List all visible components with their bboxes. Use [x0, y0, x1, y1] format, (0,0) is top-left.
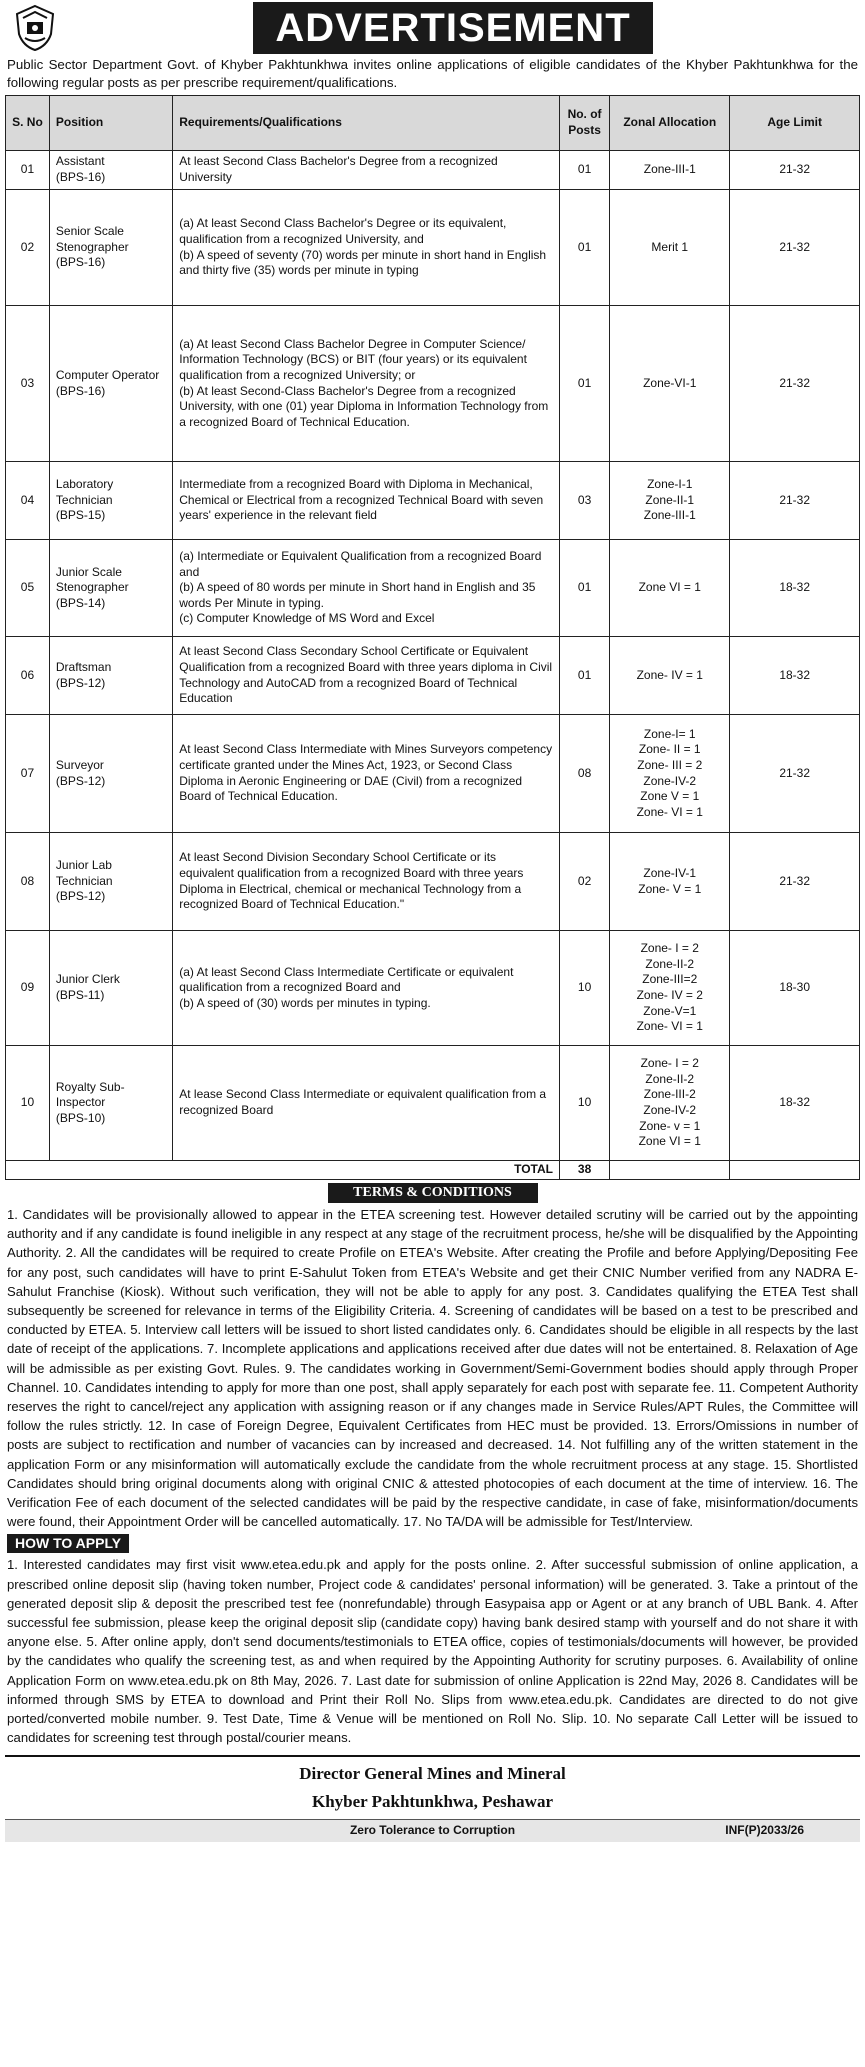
terms-text: 1. Candidates will be provisionally allowed to appear in the ETEA screening test. However detailed scrutiny will be carried out by the appointing authority and if any candidate is found ineligible in any respect at any stage of the recruitment process, he/she will be disqualified by the Appointing Authority. 2. All the candidates will be required to create Profile on ETEA's Website. After creating the Profile and before Applying/Depositing Fee for any post, such candidates will have to print E-Sahulut Token from ETEA's Website and get their CNIC Number verified from any NADRA E-Sahulut Franchise (Kiosk). Without such verification, they will not be able to apply for any post. 3. Candidates qualifying the ETEA Test shall subsequently be screened for relevance in terms of the Eligibility Criteria. 4. Screening of candidates will be based on a test to be prescribed and conducted by ETEA. 5. Interview call letters will be issued to short listed candidates only. 6. Candidates should be eligible in all respects by the last date of receipt of the applications. 7. Incomplete applications and applications received after due dates will not be entertained. 8. Relaxation of Age will be admissible as per existing Govt. Rules. 9. The candidates working in Government/Semi-Government bodies should apply through Proper Channel. 10. Candidates intending to apply for more than one post, shall apply separately for each post with separate fee. 11. Competent Authority reserves the right to cancel/reject any application with assigning reason or if any changes made in Service Rules/APT Rules, the Committee will follow the rules strictly. 12. In case of Foreign Degree, Equivalent Certificates from HEC must be provided. 13. Errors/Omissions in number of posts are subject to rectification and number of vacancies can by increased and decreased. 14. Not fulfilling any of the written statement in the application Form or any misinformation will automatically exclude the candidate from the whole recruitment process at any stage. 15. Shortlisted Candidates should bring original documents along with original CNIC & attested photocopies of each document at the time of interview. 16. The Verification Fee of each document of the selected candidates will be paid by the respective candidate, in case of fake, misinformation/documents were found, their Appointment Order will be cancelled automatically. 17. No TA/DA will be admissible for Test/Interview.	[7, 1207, 858, 1530]
table-header-row	[6, 96, 860, 151]
cell-age: 18-32	[730, 1046, 860, 1161]
table-row	[6, 462, 860, 540]
cell-age: 18-32	[730, 540, 860, 637]
cell-sno: 03	[6, 306, 50, 462]
cell-posts: 01	[559, 190, 609, 306]
how-to-apply-heading: HOW TO APPLY	[7, 1534, 129, 1553]
cell-posts: 02	[559, 833, 609, 931]
table-row	[6, 540, 860, 637]
cell-requirements: At lease Second Class Intermediate or equivalent qualification from a recognized Board	[173, 1046, 560, 1161]
col-header-sno: S. No	[6, 96, 50, 151]
cell-sno: 05	[6, 540, 50, 637]
cell-requirements: (a) Intermediate or Equivalent Qualification from a recognized Board and (b) A speed of 80 words per minute in Short hand in English and 35 words Per Minute in typing. (c) Computer Knowledge of MS Word and Excel	[173, 540, 560, 637]
cell-zone: Zone-I-1 Zone-II-1 Zone-III-1	[610, 462, 730, 540]
total-row	[6, 1161, 860, 1180]
cell-posts: 01	[559, 306, 609, 462]
cell-posts: 08	[559, 715, 609, 833]
cell-sno: 09	[6, 931, 50, 1046]
cell-age: 21-32	[730, 190, 860, 306]
cell-zone: Merit 1	[610, 190, 730, 306]
total-value: 38	[559, 1161, 609, 1180]
advertisement-title: ADVERTISEMENT	[253, 2, 653, 54]
cell-zone: Zone- I = 2 Zone-II-2 Zone-III-2 Zone-IV-2 Zone- v = 1 Zone VI = 1	[610, 1046, 730, 1161]
cell-age: 21-32	[730, 833, 860, 931]
cell-zone: Zone- IV = 1	[610, 637, 730, 715]
cell-posts: 01	[559, 540, 609, 637]
cell-age: 21-32	[730, 715, 860, 833]
table-row	[6, 190, 860, 306]
cell-zone: Zone-III-1	[610, 151, 730, 190]
cell-sno: 07	[6, 715, 50, 833]
cell-age: 18-30	[730, 931, 860, 1046]
col-header-requirements: Requirements/Qualifications	[173, 96, 560, 151]
cell-age: 21-32	[730, 151, 860, 190]
total-label: TOTAL	[173, 1161, 560, 1180]
total-blank-cell	[6, 1161, 173, 1180]
col-header-age: Age Limit	[730, 96, 860, 151]
table-row	[6, 637, 860, 715]
col-header-position: Position	[49, 96, 172, 151]
table-row	[6, 1046, 860, 1161]
col-header-zonal: Zonal Allocation	[610, 96, 730, 151]
cell-sno: 08	[6, 833, 50, 931]
cell-requirements: (a) At least Second Class Intermediate Certificate or equivalent qualification from a recognized Board and (b) A speed of (30) words per minutes in typing.	[173, 931, 560, 1046]
cell-position: Junior Scale Stenographer (BPS-14)	[49, 540, 172, 637]
reference-number: INF(P)2033/26	[725, 1823, 804, 1838]
cell-position: Draftsman (BPS-12)	[49, 637, 172, 715]
posts-table	[5, 95, 860, 1180]
government-emblem-icon	[13, 4, 57, 52]
cell-posts: 01	[559, 637, 609, 715]
cell-sno: 02	[6, 190, 50, 306]
cell-sno: 10	[6, 1046, 50, 1161]
cell-position: Assistant (BPS-16)	[49, 151, 172, 190]
cell-posts: 10	[559, 931, 609, 1046]
col-header-posts: No. of Posts	[559, 96, 609, 151]
footer	[5, 1755, 860, 1842]
cell-position: Computer Operator (BPS-16)	[49, 306, 172, 462]
total-empty-zone	[610, 1161, 730, 1180]
cell-age: 18-32	[730, 637, 860, 715]
motto: Zero Tolerance to Corruption	[349, 1823, 516, 1838]
cell-sno: 04	[6, 462, 50, 540]
cell-requirements: At least Second Class Bachelor's Degree from a recognized University	[173, 151, 560, 190]
cell-position: Royalty Sub-Inspector (BPS-10)	[49, 1046, 172, 1161]
cell-requirements: Intermediate from a recognized Board with Diploma in Mechanical, Chemical or Electrical from a recognized Technical Board with seven years' experience in the relevant field	[173, 462, 560, 540]
director-line-2: Khyber Pakhtunkhwa, Peshawar	[311, 1792, 554, 1812]
cell-requirements: At least Second Division Secondary School Certificate or its equivalent qualification from a recognized Board with three years Diploma in Electrical, chemical or mechanical Technology from a recognized Board of Technical Education."	[173, 833, 560, 931]
cell-requirements: (a) At least Second Class Bachelor Degree in Computer Science/ Information Technology (BCS) or BIT (four years) or its equivalent qualification from a recognized University; or (b) At least Second-Class Bachelor's Degree from a recognized University, with one (01) year Diploma in Information Technology from a recognized Board of Technical Education.	[173, 306, 560, 462]
table-row	[6, 833, 860, 931]
cell-zone: Zone- I = 2 Zone-II-2 Zone-III=2 Zone- IV = 2 Zone-V=1 Zone- VI = 1	[610, 931, 730, 1046]
cell-posts: 01	[559, 151, 609, 190]
total-empty-age	[730, 1161, 860, 1180]
cell-zone: Zone-IV-1 Zone- V = 1	[610, 833, 730, 931]
table-row	[6, 931, 860, 1046]
intro-text: Public Sector Department Govt. of Khyber Pakhtunkhwa invites online applications of eligible candidates of the Khyber Pakhtunkhwa for the following regular posts as per prescribe requirement/qualifications.	[7, 57, 858, 90]
terms-heading: TERMS & CONDITIONS	[328, 1183, 538, 1203]
header	[5, 0, 860, 56]
cell-requirements: At least Second Class Intermediate with Mines Surveyors competency certificate granted under the Mines Act, 1923, or Second Class Diploma in Aeronic Engineering or DAE (Civil) from a recognized Board of Technical Education.	[173, 715, 560, 833]
cell-age: 21-32	[730, 306, 860, 462]
cell-zone: Zone-I= 1 Zone- II = 1 Zone- III = 2 Zone-IV-2 Zone V = 1 Zone- VI = 1	[610, 715, 730, 833]
cell-zone: Zone-VI-1	[610, 306, 730, 462]
cell-position: Junior Lab Technician (BPS-12)	[49, 833, 172, 931]
cell-requirements: At least Second Class Secondary School Certificate or Equivalent Qualification from a recognized Board with three years diploma in Civil Technology and AutoCAD from a recognized Board of Technical Education	[173, 637, 560, 715]
cell-zone: Zone VI = 1	[610, 540, 730, 637]
cell-position: Junior Clerk (BPS-11)	[49, 931, 172, 1046]
director-line-1: Director General Mines and Mineral	[299, 1764, 566, 1784]
footer-bar	[5, 1819, 860, 1842]
cell-position: Laboratory Technician (BPS-15)	[49, 462, 172, 540]
cell-requirements: (a) At least Second Class Bachelor's Degree or its equivalent, qualification from a recognized University, and (b) A speed of seventy (70) words per minute in short hand in English and thirty five (35) words per minute in typing	[173, 190, 560, 306]
cell-sno: 06	[6, 637, 50, 715]
cell-posts: 03	[559, 462, 609, 540]
cell-sno: 01	[6, 151, 50, 190]
cell-posts: 10	[559, 1046, 609, 1161]
cell-age: 21-32	[730, 462, 860, 540]
cell-position: Surveyor (BPS-12)	[49, 715, 172, 833]
table-row	[6, 306, 860, 462]
table-row	[6, 151, 860, 190]
how-to-apply-text: 1. Interested candidates may first visit www.etea.edu.pk and apply for the posts online. 2. After successful submission of online application, a prescribed online deposit slip (having token number, Project code & candidates' personal information) will be generated. 3. Take a printout of the generated deposit slip & deposit the prescribed test fee (nonrefundable) through Easypaisa app or Agent or at any branch of UBL Bank. 4. After successful fee submission, please keep the original deposit slip (candidate copy) having bank desired stamp with yourself and do not share it with anyone else. 5. After online apply, don't send documents/testimonials to ETEA office, copies of testimonials/documents will however, be provided by the candidates who qualify the screening test, as and when required by the Appointing Authority for scrutiny purposes. 6. Availability of online Application Form on www.etea.edu.pk on 8th May, 2026. 7. Last date for submission of online Application is 22nd May, 2026 8. Candidates will be informed through SMS by ETEA to download and Print their Roll No. Slips from www.etea.edu.pk. Candidates are directed to do not give ported/converted mobile number. 9. Test Date, Time & Venue will be mentioned on Roll No. Slip. 10. No separate Call Letter will be issued to candidates for screening test through postal/courier means.	[7, 1557, 858, 1746]
table-row	[6, 715, 860, 833]
cell-position: Senior Scale Stenographer (BPS-16)	[49, 190, 172, 306]
